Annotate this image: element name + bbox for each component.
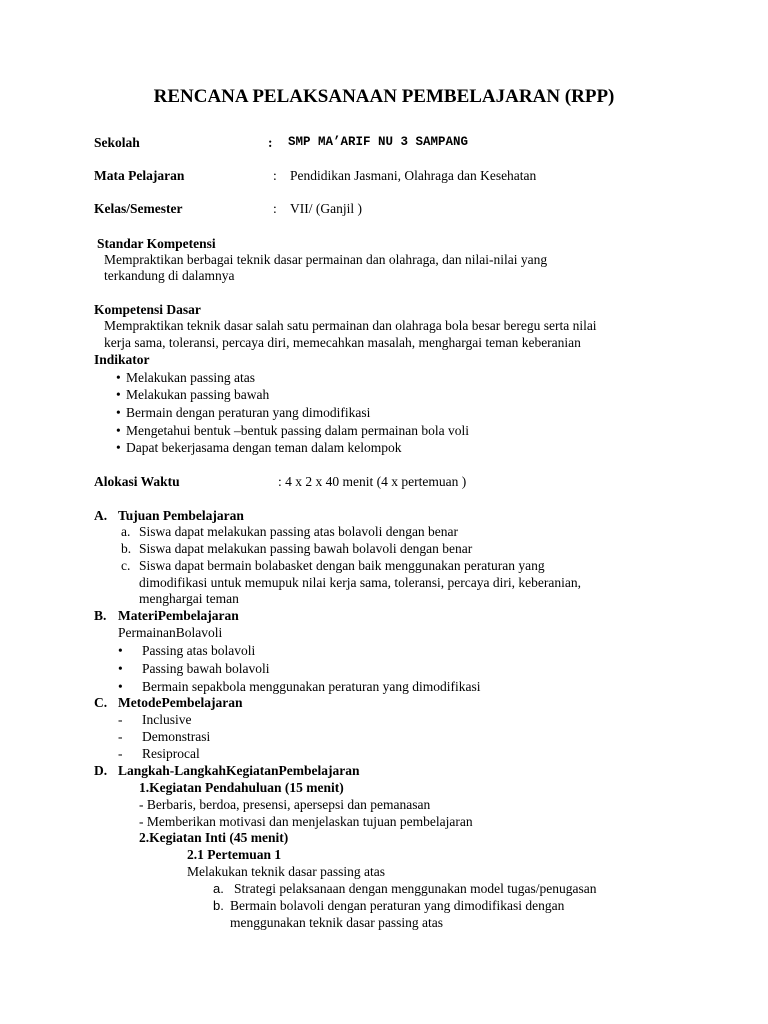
section-c-heading: MetodePembelajaran — [118, 695, 243, 710]
section-d-marker: D. — [94, 763, 108, 778]
inti-sub-item: a. Strategi pelaksanaan dengan menggunakan model tugas/penugasan — [213, 881, 597, 896]
document-title: RENCANA PELAKSANAAN PEMBELAJARAN (RPP) — [153, 86, 615, 107]
section-c-marker: C. — [94, 695, 108, 710]
section-c-item: - Resiprocal — [118, 746, 200, 761]
bullet-icon: • — [118, 643, 123, 658]
teknik-line: Melakukan teknik dasar passing atas — [187, 864, 385, 879]
bullet-icon: • — [118, 679, 123, 694]
section-a-item: a. Siswa dapat melakukan passing atas bolavoli dengan benar — [121, 524, 459, 539]
section-a-item-c-cont-2: menghargai teman — [139, 591, 239, 606]
section-b-heading: MateriPembelajaran — [118, 608, 239, 623]
indikator-item: • Bermain dengan peraturan yang dimodifikasi — [116, 405, 371, 420]
bullet-icon: • — [116, 440, 121, 455]
section-c-item: - Inclusive — [118, 712, 192, 727]
section-a-heading: Tujuan Pembelajaran — [118, 508, 244, 523]
standar-line-1: Mempraktikan berbagai teknik dasar permainan dan olahraga, dan nilai-nilai yang — [104, 252, 548, 267]
indikator-heading: Indikator — [94, 352, 150, 367]
dash-icon: - — [118, 729, 123, 744]
mapel-value: Pendidikan Jasmani, Olahraga dan Kesehatan — [290, 168, 537, 183]
sekolah-colon: : — [268, 135, 273, 150]
kelas-label: Kelas/Semester — [94, 201, 183, 216]
indikator-item: • Melakukan passing atas — [116, 370, 255, 385]
dash-icon: - — [118, 712, 123, 727]
kompetensi-line-1: Mempraktikan teknik dasar salah satu permainan dan olahraga bola besar beregu serta nilai — [104, 318, 597, 333]
indikator-item: • Melakukan passing bawah — [116, 387, 270, 402]
section-a-marker: A. — [94, 508, 108, 523]
mapel-colon: : — [273, 168, 277, 183]
alokasi-value: : 4 x 2 x 40 menit (4 x pertemuan ) — [278, 474, 467, 489]
standar-heading: Standar Kompetensi — [97, 236, 216, 251]
kegiatan-inti-heading: 2.Kegiatan Inti (45 menit) — [139, 830, 289, 845]
bullet-icon: • — [116, 370, 121, 385]
kegiatan-pendahuluan-heading: 1.Kegiatan Pendahuluan (15 menit) — [139, 780, 344, 795]
alokasi-label: Alokasi Waktu — [94, 474, 180, 489]
inti-sub-item-b-cont: menggunakan teknik dasar passing atas — [230, 915, 443, 930]
pendahuluan-item: - Berbaris, berdoa, presensi, apersepsi dan pemanasan — [139, 797, 431, 812]
bullet-icon: • — [116, 423, 121, 438]
section-a-item: b. Siswa dapat melakukan passing bawah bolavoli dengan benar — [121, 541, 473, 556]
section-b-item: • Bermain sepakbola menggunakan peraturan yang dimodifikasi — [118, 679, 481, 694]
section-b-item: • Passing bawah bolavoli — [118, 661, 270, 676]
section-b-marker: B. — [94, 608, 107, 623]
section-a-item-c-cont-1: dimodifikasi untuk memupuk nilai kerja sama, toleransi, percaya diri, keberanian, — [139, 575, 581, 590]
inti-sub-item: b. Bermain bolavoli dengan peraturan yang dimodifikasi dengan — [213, 898, 565, 913]
indikator-item: • Dapat bekerjasama dengan teman dalam kelompok — [116, 440, 402, 455]
pertemuan-heading: 2.1 Pertemuan 1 — [187, 847, 282, 862]
kelas-value: VII/ (Ganjil ) — [290, 201, 362, 216]
section-b-item: • Passing atas bolavoli — [118, 643, 256, 658]
standar-line-2: terkandung di dalamnya — [104, 268, 235, 283]
kelas-colon: : — [273, 201, 277, 216]
kompetensi-line-2: kerja sama, toleransi, percaya diri, memecahkan masalah, menghargai teman keberanian — [104, 335, 581, 350]
mapel-label: Mata Pelajaran — [94, 168, 185, 183]
dash-icon: - — [118, 746, 123, 761]
sekolah-value: SMP MA’ARIF NU 3 SAMPANG — [288, 135, 469, 149]
section-c-item: - Demonstrasi — [118, 729, 211, 744]
kompetensi-heading: Kompetensi Dasar — [94, 302, 201, 317]
bullet-icon: • — [116, 405, 121, 420]
section-d-heading: Langkah-LangkahKegiatanPembelajaran — [118, 763, 360, 778]
bullet-icon: • — [118, 661, 123, 676]
bullet-icon: • — [116, 387, 121, 402]
sekolah-label: Sekolah — [94, 135, 140, 150]
section-a-item: c. Siswa dapat bermain bolabasket dengan baik menggunakan peraturan yang — [121, 558, 545, 573]
section-b-sub: PermainanBolavoli — [118, 625, 223, 640]
indikator-item: • Mengetahui bentuk –bentuk passing dalam permainan bola voli — [116, 423, 470, 438]
pendahuluan-item: - Memberikan motivasi dan menjelaskan tujuan pembelajaran — [139, 814, 473, 829]
